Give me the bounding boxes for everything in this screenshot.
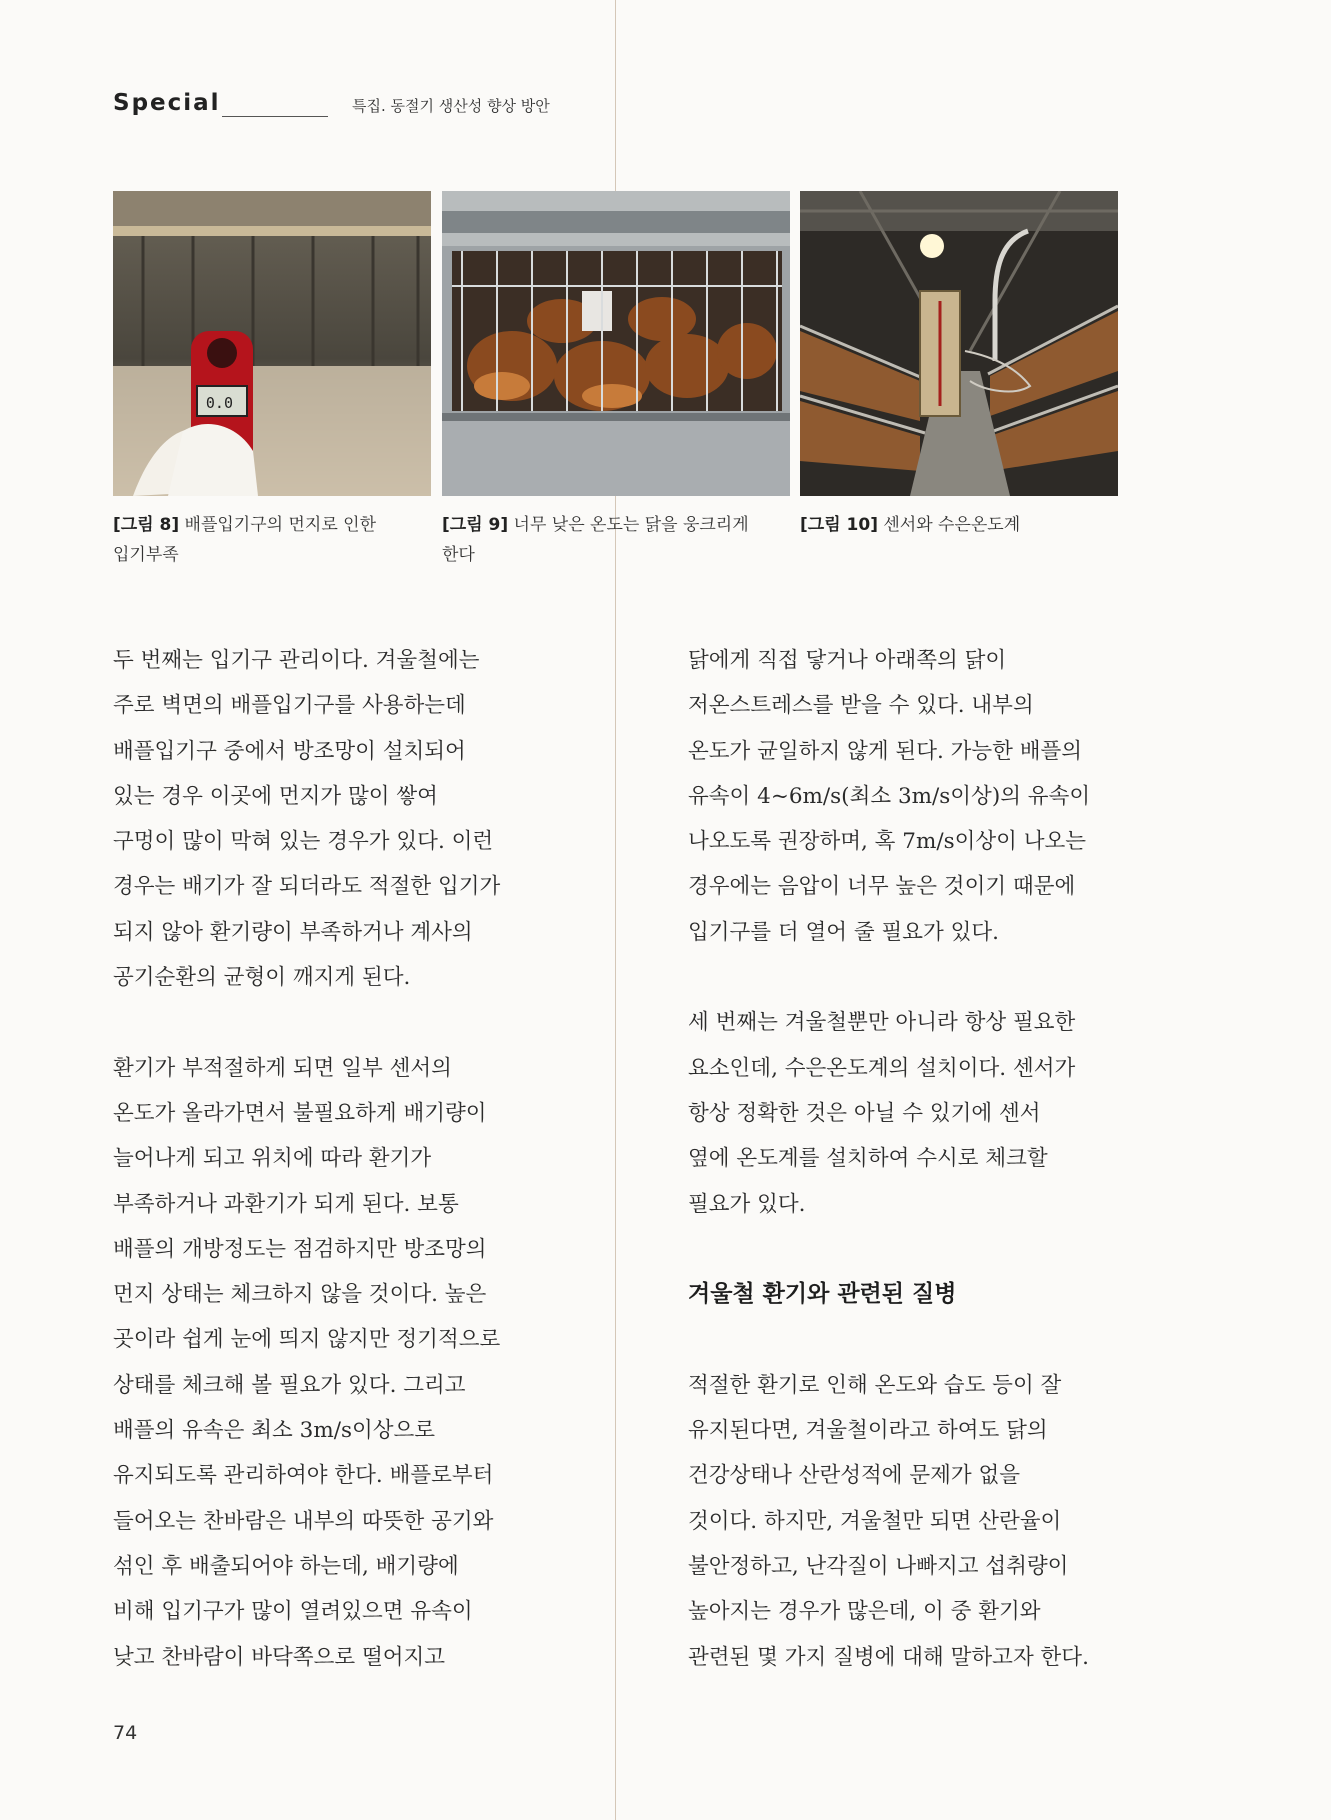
body-line: 닭에게 직접 닿거나 아래쪽의 닭이 — [688, 648, 1007, 673]
body-line: 비해 입기구가 많이 열려있으면 유속이 — [113, 1599, 473, 1625]
body-line: 건강상태나 산란성적에 문제가 없을 — [688, 1463, 1021, 1489]
body-line: 섞인 후 배출되어야 하는데, 배기량에 — [113, 1553, 459, 1579]
right-column — [688, 638, 1158, 1680]
figure-8-caption-line1: 배플입기구의 먼지로 인한 — [179, 515, 376, 535]
figure-10-photo — [800, 191, 1118, 496]
body-line: 저온스트레스를 받을 수 있다. 내부의 — [688, 693, 1034, 719]
body-line: 유속이 4~6m/s(최소 3m/s이상)의 유속이 — [688, 783, 1091, 809]
figure-8-photo — [113, 191, 431, 496]
body-line: 유지된다면, 겨울철이라고 하여도 닭의 — [688, 1418, 1048, 1444]
figure-10-label: [그림 10] — [800, 515, 878, 535]
figure-8-label: [그림 8] — [113, 515, 180, 535]
body-line: 환기가 부적절하게 되면 일부 센서의 — [113, 1055, 452, 1081]
body-line: 두 번째는 입기구 관리이다. 겨울철에는 — [113, 648, 480, 673]
body-line: 들어오는 찬바람은 내부의 따뜻한 공기와 — [113, 1508, 494, 1534]
body-line: 구멍이 많이 막혀 있는 경우가 있다. 이런 — [113, 829, 494, 855]
body-line: 배플입기구 중에서 방조망이 설치되어 — [113, 738, 466, 764]
meter-reading: 0.0 — [205, 394, 233, 412]
page-number: 74 — [113, 1722, 138, 1744]
body-line: 높아지는 경우가 많은데, 이 중 환기와 — [688, 1599, 1041, 1625]
figure-9-caption — [442, 510, 782, 570]
figure-9-caption-line1: 너무 낮은 온도는 닭을 웅크리게 — [508, 515, 749, 535]
body-line: 유지되도록 관리하여야 한다. 배플로부터 — [113, 1463, 494, 1489]
body-line: 배플의 유속은 최소 3m/s이상으로 — [113, 1418, 436, 1444]
body-line: 나오도록 권장하며, 혹 7m/s이상이 나오는 — [688, 829, 1087, 855]
body-line: 부족하거나 과환기가 되게 된다. 보통 — [113, 1191, 459, 1217]
body-line: 필요가 있다. — [688, 1191, 806, 1217]
body-line: 세 번째는 겨울철뿐만 아니라 항상 필요한 — [688, 1010, 1076, 1036]
section-heading: 겨울철 환기와 관련된 질병 — [688, 1281, 957, 1308]
body-line: 배플의 개방정도는 점검하지만 방조망의 — [113, 1236, 487, 1262]
body-line: 옆에 온도계를 설치하여 수시로 체크할 — [688, 1146, 1048, 1172]
body-line: 낮고 찬바람이 바닥쪽으로 떨어지고 — [113, 1644, 446, 1670]
body-line: 되지 않아 환기량이 부족하거나 계사의 — [113, 919, 473, 945]
figure-10-caption — [800, 510, 1120, 540]
figure-9-label: [그림 9] — [442, 515, 509, 535]
body-line: 것이다. 하지만, 겨울철만 되면 산란율이 — [688, 1508, 1062, 1534]
figure-9-photo — [442, 191, 790, 496]
body-line: 먼지 상태는 체크하지 않을 것이다. 높은 — [113, 1282, 487, 1308]
body-line: 항상 정확한 것은 아닐 수 있기에 센서 — [688, 1100, 1041, 1126]
figure-8-caption-line2: 입기부족 — [113, 545, 179, 565]
body-line: 주로 벽면의 배플입기구를 사용하는데 — [113, 693, 466, 719]
body-line: 입기구를 더 열어 줄 필요가 있다. — [688, 919, 1000, 945]
section-title: 특집. 동절기 생산성 향상 방안 — [352, 97, 550, 115]
body-line: 있는 경우 이곳에 먼지가 많이 쌓여 — [113, 783, 438, 809]
figure-9-caption-line2: 한다 — [442, 545, 475, 565]
header-rule — [222, 116, 328, 117]
body-line: 요소인데, 수은온도계의 설치이다. 센서가 — [688, 1055, 1076, 1081]
body-line: 불안정하고, 난각질이 나빠지고 섭취량이 — [688, 1553, 1069, 1579]
body-line: 적절한 환기로 인해 온도와 습도 등이 잘 — [688, 1372, 1062, 1398]
body-line: 늘어나게 되고 위치에 따라 환기가 — [113, 1146, 432, 1172]
body-line: 곳이라 쉽게 눈에 띄지 않지만 정기적으로 — [113, 1327, 501, 1353]
body-line: 상태를 체크해 볼 필요가 있다. 그리고 — [113, 1372, 466, 1398]
body-line: 경우에는 음압이 너무 높은 것이기 때문에 — [688, 874, 1076, 900]
body-line: 온도가 균일하지 않게 된다. 가능한 배플의 — [688, 738, 1083, 764]
body-line: 관련된 몇 가지 질병에 대해 말하고자 한다. — [688, 1644, 1089, 1670]
body-line: 온도가 올라가면서 불필요하게 배기량이 — [113, 1100, 487, 1126]
body-line: 경우는 배기가 잘 되더라도 적절한 입기가 — [113, 874, 501, 900]
special-logo: Special — [113, 90, 221, 116]
body-line: 공기순환의 균형이 깨지게 된다. — [113, 965, 411, 991]
figure-10-caption-line1: 센서와 수은온도계 — [877, 515, 1021, 535]
figure-8-caption — [113, 510, 413, 570]
left-column — [113, 638, 583, 1680]
